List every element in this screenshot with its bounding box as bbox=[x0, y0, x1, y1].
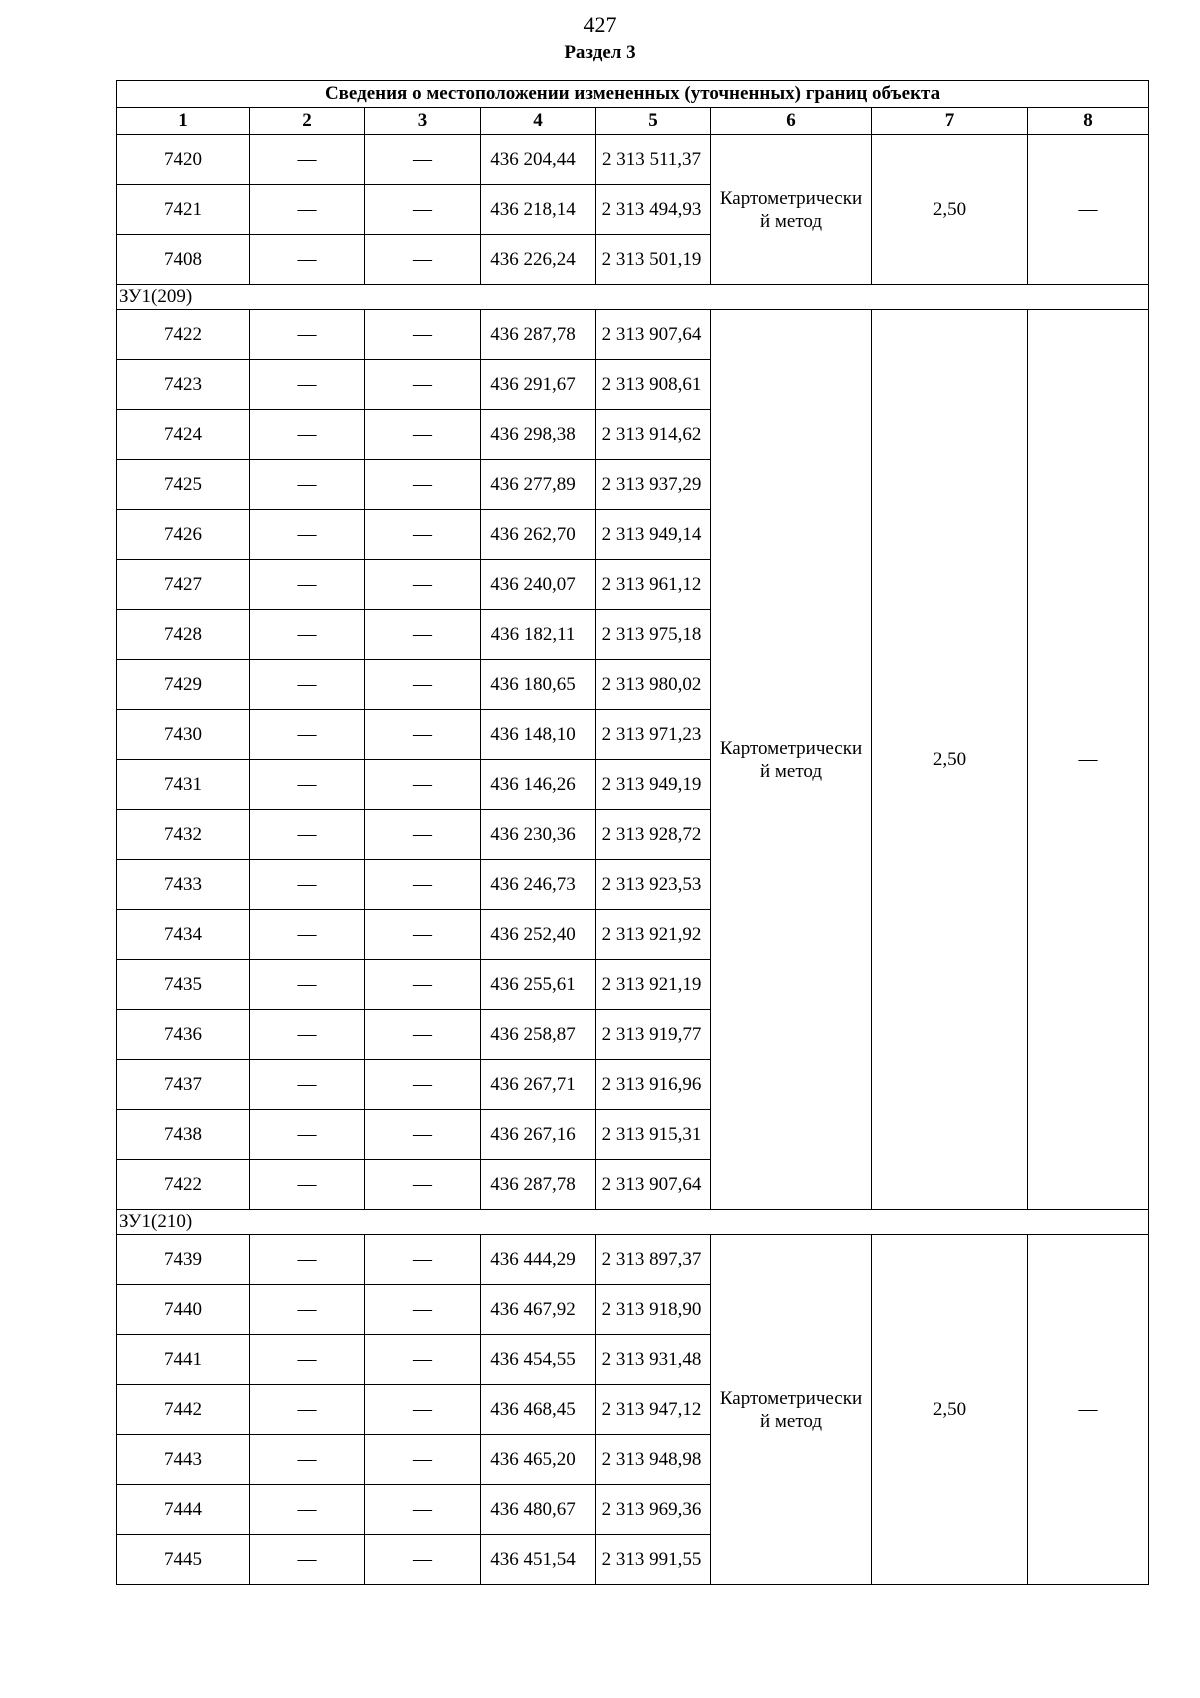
y-coordinate-cell: 2 313 980,02 bbox=[596, 660, 711, 710]
x-coordinate-cell: 436 468,45 bbox=[481, 1385, 596, 1435]
column-3-cell: — bbox=[365, 660, 481, 710]
x-coordinate-cell: 436 451,54 bbox=[481, 1535, 596, 1585]
point-number-cell: 7421 bbox=[117, 185, 250, 235]
column-2-cell: — bbox=[250, 1335, 365, 1385]
column-8-cell: — bbox=[1028, 310, 1149, 1210]
y-coordinate-cell: 2 313 931,48 bbox=[596, 1335, 711, 1385]
column-2-cell: — bbox=[250, 460, 365, 510]
y-coordinate-cell: 2 313 949,19 bbox=[596, 760, 711, 810]
column-3-cell: — bbox=[365, 1385, 481, 1435]
column-3-cell: — bbox=[365, 960, 481, 1010]
method-cell: Картометрически й метод bbox=[711, 310, 872, 1210]
table-caption: Сведения о местоположении измененных (уточненных) границ объекта bbox=[117, 81, 1149, 108]
column-2-cell: — bbox=[250, 1235, 365, 1285]
x-coordinate-cell: 436 204,44 bbox=[481, 135, 596, 185]
column-2-cell: — bbox=[250, 1485, 365, 1535]
column-2-cell: — bbox=[250, 1160, 365, 1210]
y-coordinate-cell: 2 313 948,98 bbox=[596, 1435, 711, 1485]
column-2-cell: — bbox=[250, 1060, 365, 1110]
table-row bbox=[117, 135, 1149, 185]
column-2-cell: — bbox=[250, 860, 365, 910]
column-2-cell: — bbox=[250, 560, 365, 610]
x-coordinate-cell: 436 454,55 bbox=[481, 1335, 596, 1385]
column-number: 4 bbox=[481, 108, 596, 135]
x-coordinate-cell: 436 180,65 bbox=[481, 660, 596, 710]
column-2-cell: — bbox=[250, 1010, 365, 1060]
y-coordinate-cell: 2 313 921,19 bbox=[596, 960, 711, 1010]
y-coordinate-cell: 2 313 918,90 bbox=[596, 1285, 711, 1335]
column-number: 7 bbox=[872, 108, 1028, 135]
column-2-cell: — bbox=[250, 810, 365, 860]
y-coordinate-cell: 2 313 914,62 bbox=[596, 410, 711, 460]
point-number-cell: 7408 bbox=[117, 235, 250, 285]
y-coordinate-cell: 2 313 511,37 bbox=[596, 135, 711, 185]
point-number-cell: 7423 bbox=[117, 360, 250, 410]
x-coordinate-cell: 436 218,14 bbox=[481, 185, 596, 235]
group-label-row bbox=[117, 285, 1149, 310]
column-3-cell: — bbox=[365, 1010, 481, 1060]
section-title: Раздел 3 bbox=[564, 42, 636, 63]
column-3-cell: — bbox=[365, 460, 481, 510]
x-coordinate-cell: 436 277,89 bbox=[481, 460, 596, 510]
point-number-cell: 7428 bbox=[117, 610, 250, 660]
x-coordinate-cell: 436 148,10 bbox=[481, 710, 596, 760]
y-coordinate-cell: 2 313 937,29 bbox=[596, 460, 711, 510]
point-number-cell: 7445 bbox=[117, 1535, 250, 1585]
column-2-cell: — bbox=[250, 1535, 365, 1585]
column-number-row bbox=[117, 108, 1149, 135]
y-coordinate-cell: 2 313 501,19 bbox=[596, 235, 711, 285]
group-label-row bbox=[117, 1210, 1149, 1235]
point-number-cell: 7432 bbox=[117, 810, 250, 860]
x-coordinate-cell: 436 444,29 bbox=[481, 1235, 596, 1285]
column-3-cell: — bbox=[365, 235, 481, 285]
x-coordinate-cell: 436 287,78 bbox=[481, 310, 596, 360]
point-number-cell: 7420 bbox=[117, 135, 250, 185]
column-2-cell: — bbox=[250, 135, 365, 185]
point-number-cell: 7431 bbox=[117, 760, 250, 810]
point-number-cell: 7427 bbox=[117, 560, 250, 610]
point-number-cell: 7443 bbox=[117, 1435, 250, 1485]
x-coordinate-cell: 436 240,07 bbox=[481, 560, 596, 610]
point-number-cell: 7440 bbox=[117, 1285, 250, 1335]
column-3-cell: — bbox=[365, 1335, 481, 1385]
column-3-cell: — bbox=[365, 760, 481, 810]
point-number-cell: 7426 bbox=[117, 510, 250, 560]
y-coordinate-cell: 2 313 975,18 bbox=[596, 610, 711, 660]
column-3-cell: — bbox=[365, 1160, 481, 1210]
table-row bbox=[117, 310, 1149, 360]
point-number-cell: 7429 bbox=[117, 660, 250, 710]
point-number-cell: 7441 bbox=[117, 1335, 250, 1385]
point-number-cell: 7433 bbox=[117, 860, 250, 910]
y-coordinate-cell: 2 313 947,12 bbox=[596, 1385, 711, 1435]
x-coordinate-cell: 436 287,78 bbox=[481, 1160, 596, 1210]
point-number-cell: 7434 bbox=[117, 910, 250, 960]
x-coordinate-cell: 436 267,71 bbox=[481, 1060, 596, 1110]
y-coordinate-cell: 2 313 897,37 bbox=[596, 1235, 711, 1285]
accuracy-cell: 2,50 bbox=[872, 1235, 1028, 1585]
x-coordinate-cell: 436 262,70 bbox=[481, 510, 596, 560]
point-number-cell: 7425 bbox=[117, 460, 250, 510]
column-2-cell: — bbox=[250, 310, 365, 360]
y-coordinate-cell: 2 313 949,14 bbox=[596, 510, 711, 560]
x-coordinate-cell: 436 146,26 bbox=[481, 760, 596, 810]
coordinates-table bbox=[116, 80, 1149, 1585]
accuracy-cell: 2,50 bbox=[872, 310, 1028, 1210]
y-coordinate-cell: 2 313 971,23 bbox=[596, 710, 711, 760]
x-coordinate-cell: 436 480,67 bbox=[481, 1485, 596, 1535]
x-coordinate-cell: 436 267,16 bbox=[481, 1110, 596, 1160]
column-3-cell: — bbox=[365, 1235, 481, 1285]
column-2-cell: — bbox=[250, 410, 365, 460]
y-coordinate-cell: 2 313 919,77 bbox=[596, 1010, 711, 1060]
point-number-cell: 7422 bbox=[117, 310, 250, 360]
column-8-cell: — bbox=[1028, 1235, 1149, 1585]
column-number: 3 bbox=[365, 108, 481, 135]
column-3-cell: — bbox=[365, 1060, 481, 1110]
column-2-cell: — bbox=[250, 185, 365, 235]
column-number: 2 bbox=[250, 108, 365, 135]
column-number: 8 bbox=[1028, 108, 1149, 135]
column-3-cell: — bbox=[365, 610, 481, 660]
x-coordinate-cell: 436 230,36 bbox=[481, 810, 596, 860]
y-coordinate-cell: 2 313 915,31 bbox=[596, 1110, 711, 1160]
column-2-cell: — bbox=[250, 1285, 365, 1335]
y-coordinate-cell: 2 313 961,12 bbox=[596, 560, 711, 610]
y-coordinate-cell: 2 313 923,53 bbox=[596, 860, 711, 910]
y-coordinate-cell: 2 313 921,92 bbox=[596, 910, 711, 960]
column-2-cell: — bbox=[250, 960, 365, 1010]
column-2-cell: — bbox=[250, 1385, 365, 1435]
x-coordinate-cell: 436 255,61 bbox=[481, 960, 596, 1010]
point-number-cell: 7439 bbox=[117, 1235, 250, 1285]
column-2-cell: — bbox=[250, 660, 365, 710]
point-number-cell: 7436 bbox=[117, 1010, 250, 1060]
x-coordinate-cell: 436 252,40 bbox=[481, 910, 596, 960]
column-3-cell: — bbox=[365, 310, 481, 360]
column-2-cell: — bbox=[250, 710, 365, 760]
x-coordinate-cell: 436 467,92 bbox=[481, 1285, 596, 1335]
column-3-cell: — bbox=[365, 860, 481, 910]
column-3-cell: — bbox=[365, 410, 481, 460]
y-coordinate-cell: 2 313 908,61 bbox=[596, 360, 711, 410]
column-2-cell: — bbox=[250, 360, 365, 410]
point-number-cell: 7442 bbox=[117, 1385, 250, 1435]
point-number-cell: 7422 bbox=[117, 1160, 250, 1210]
method-cell: Картометрически й метод bbox=[711, 135, 872, 285]
column-3-cell: — bbox=[365, 1110, 481, 1160]
method-cell: Картометрически й метод bbox=[711, 1235, 872, 1585]
column-3-cell: — bbox=[365, 710, 481, 760]
accuracy-cell: 2,50 bbox=[872, 135, 1028, 285]
y-coordinate-cell: 2 313 991,55 bbox=[596, 1535, 711, 1585]
page-number: 427 bbox=[583, 12, 617, 37]
x-coordinate-cell: 436 226,24 bbox=[481, 235, 596, 285]
x-coordinate-cell: 436 258,87 bbox=[481, 1010, 596, 1060]
x-coordinate-cell: 436 291,67 bbox=[481, 360, 596, 410]
column-2-cell: — bbox=[250, 760, 365, 810]
column-3-cell: — bbox=[365, 560, 481, 610]
y-coordinate-cell: 2 313 907,64 bbox=[596, 1160, 711, 1210]
column-number: 1 bbox=[117, 108, 250, 135]
column-number: 6 bbox=[711, 108, 872, 135]
point-number-cell: 7435 bbox=[117, 960, 250, 1010]
point-number-cell: 7438 bbox=[117, 1110, 250, 1160]
column-number: 5 bbox=[596, 108, 711, 135]
column-3-cell: — bbox=[365, 910, 481, 960]
column-2-cell: — bbox=[250, 610, 365, 660]
y-coordinate-cell: 2 313 916,96 bbox=[596, 1060, 711, 1110]
column-3-cell: — bbox=[365, 1485, 481, 1535]
point-number-cell: 7437 bbox=[117, 1060, 250, 1110]
column-2-cell: — bbox=[250, 910, 365, 960]
column-3-cell: — bbox=[365, 1435, 481, 1485]
group-label: ЗУ1(210) bbox=[117, 1210, 1149, 1235]
column-3-cell: — bbox=[365, 185, 481, 235]
group-label: ЗУ1(209) bbox=[117, 285, 1149, 310]
table-body bbox=[117, 135, 1149, 1585]
column-3-cell: — bbox=[365, 1535, 481, 1585]
point-number-cell: 7424 bbox=[117, 410, 250, 460]
x-coordinate-cell: 436 182,11 bbox=[481, 610, 596, 660]
column-3-cell: — bbox=[365, 510, 481, 560]
column-8-cell: — bbox=[1028, 135, 1149, 285]
y-coordinate-cell: 2 313 907,64 bbox=[596, 310, 711, 360]
x-coordinate-cell: 436 465,20 bbox=[481, 1435, 596, 1485]
column-2-cell: — bbox=[250, 1435, 365, 1485]
column-3-cell: — bbox=[365, 360, 481, 410]
y-coordinate-cell: 2 313 928,72 bbox=[596, 810, 711, 860]
column-2-cell: — bbox=[250, 510, 365, 560]
column-3-cell: — bbox=[365, 135, 481, 185]
point-number-cell: 7430 bbox=[117, 710, 250, 760]
table-row bbox=[117, 1235, 1149, 1285]
y-coordinate-cell: 2 313 969,36 bbox=[596, 1485, 711, 1535]
x-coordinate-cell: 436 246,73 bbox=[481, 860, 596, 910]
column-3-cell: — bbox=[365, 810, 481, 860]
column-2-cell: — bbox=[250, 1110, 365, 1160]
y-coordinate-cell: 2 313 494,93 bbox=[596, 185, 711, 235]
x-coordinate-cell: 436 298,38 bbox=[481, 410, 596, 460]
point-number-cell: 7444 bbox=[117, 1485, 250, 1535]
column-2-cell: — bbox=[250, 235, 365, 285]
column-3-cell: — bbox=[365, 1285, 481, 1335]
